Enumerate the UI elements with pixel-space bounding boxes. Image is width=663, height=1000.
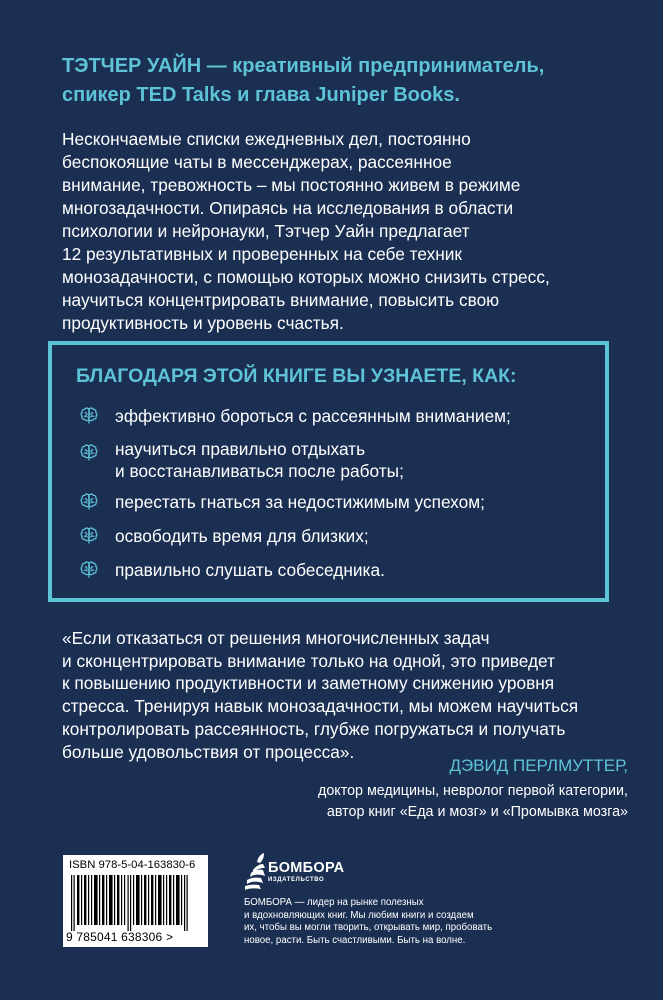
quote-block bbox=[62, 627, 632, 763]
description-line: монозадачности, с помощью которых можно снизить стресс, bbox=[62, 267, 550, 287]
author-bio-line: спикер TED Talks и глава Juniper Books. bbox=[62, 84, 460, 106]
description-line: внимание, тревожность – мы постоянно живем в режиме bbox=[62, 175, 521, 195]
barcode-bars bbox=[69, 875, 193, 931]
book-description bbox=[62, 128, 622, 335]
quote-line: к повышению продуктивности и заметному снижению уровня bbox=[62, 673, 555, 694]
description-line: 12 результативных и проверенных на себе техник bbox=[62, 244, 462, 264]
brain-icon bbox=[78, 559, 100, 581]
description-line: беспокоящие чаты в мессенджерах, рассеянное bbox=[62, 152, 452, 172]
benefit-text: эффективно бороться с рассеянным вниманием; bbox=[115, 406, 511, 426]
author-bio bbox=[62, 52, 622, 110]
quote-line: и сконцентрировать внимание только на одной, это приведет bbox=[62, 650, 556, 671]
quote-line: «Если отказаться от решения многочисленных задач bbox=[62, 628, 490, 648]
barcode-number: 9 785041 638306 > bbox=[66, 930, 174, 944]
isbn-text: ISBN 978-5-04-163830-6 bbox=[69, 859, 196, 871]
credential-line: доктор медицины, невролог первой категории, bbox=[317, 783, 628, 799]
description-line: Нескончаемые списки ежедневных дел, постоянно bbox=[62, 129, 471, 149]
benefits-box bbox=[48, 341, 609, 602]
benefit-text: научиться правильно отдыхать bbox=[115, 439, 366, 459]
publisher-logo-subtitle: ИЗДАТЕЛЬСТВО bbox=[268, 877, 325, 883]
benefit-text: правильно слушать собеседника. bbox=[115, 560, 385, 580]
brain-icon bbox=[78, 442, 100, 464]
benefit-text: освободить время для близких; bbox=[115, 526, 369, 546]
publisher-blurb-line: и вдохновляющих книг. Мы любим книги и создаем bbox=[244, 909, 474, 921]
brain-icon bbox=[78, 405, 100, 427]
brain-icon bbox=[78, 525, 100, 547]
description-line: продуктивность и уровень счастья. bbox=[62, 313, 344, 333]
description-line: научиться концентрировать внимание, повысить свою bbox=[62, 290, 500, 310]
publisher-blurb bbox=[244, 897, 514, 947]
publisher-logo-text: БОМБОРА bbox=[268, 860, 345, 876]
credential-line: автор книг «Еда и мозг» и «Промывка мозга» bbox=[326, 803, 628, 820]
description-line: многозадачности. Опираясь на исследования в области bbox=[62, 198, 514, 218]
author-bio-line: ТЭТЧЕР УАЙН — креативный предприниматель, bbox=[62, 55, 545, 77]
quote-author: ДЭВИД ПЕРЛМУТТЕР, bbox=[449, 756, 628, 775]
publisher-blurb-line: новое, расти. Быть счастливыми. Быть на волне. bbox=[244, 934, 466, 946]
benefit-text: перестать гнаться за недостижимым успехом; bbox=[115, 492, 485, 512]
quote-line: контролировать рассеянность, глубже погружаться и получать bbox=[62, 718, 566, 739]
quote-line: больше удовольствия от процесса». bbox=[62, 741, 355, 762]
description-line: психологии и нейронауки, Тэтчер Уайн предлагает bbox=[62, 221, 470, 241]
publisher-blurb-line: БОМБОРА — лидер на рынке полезных bbox=[244, 897, 424, 908]
quote-line: стресса. Тренируя навык монозадачности, мы можем научиться bbox=[62, 696, 579, 717]
benefit-text: и восстанавливаться после работы; bbox=[115, 461, 404, 481]
barcode bbox=[63, 855, 208, 947]
brain-icon bbox=[78, 491, 100, 513]
quote-credentials bbox=[318, 781, 628, 822]
benefits-title: БЛАГОДАРЯ ЭТОЙ КНИГЕ ВЫ УЗНАЕТЕ, КАК: bbox=[76, 365, 517, 387]
publisher-blurb-line: их, чтобы вы могли творить, открывать мир, пробовать bbox=[244, 922, 493, 933]
